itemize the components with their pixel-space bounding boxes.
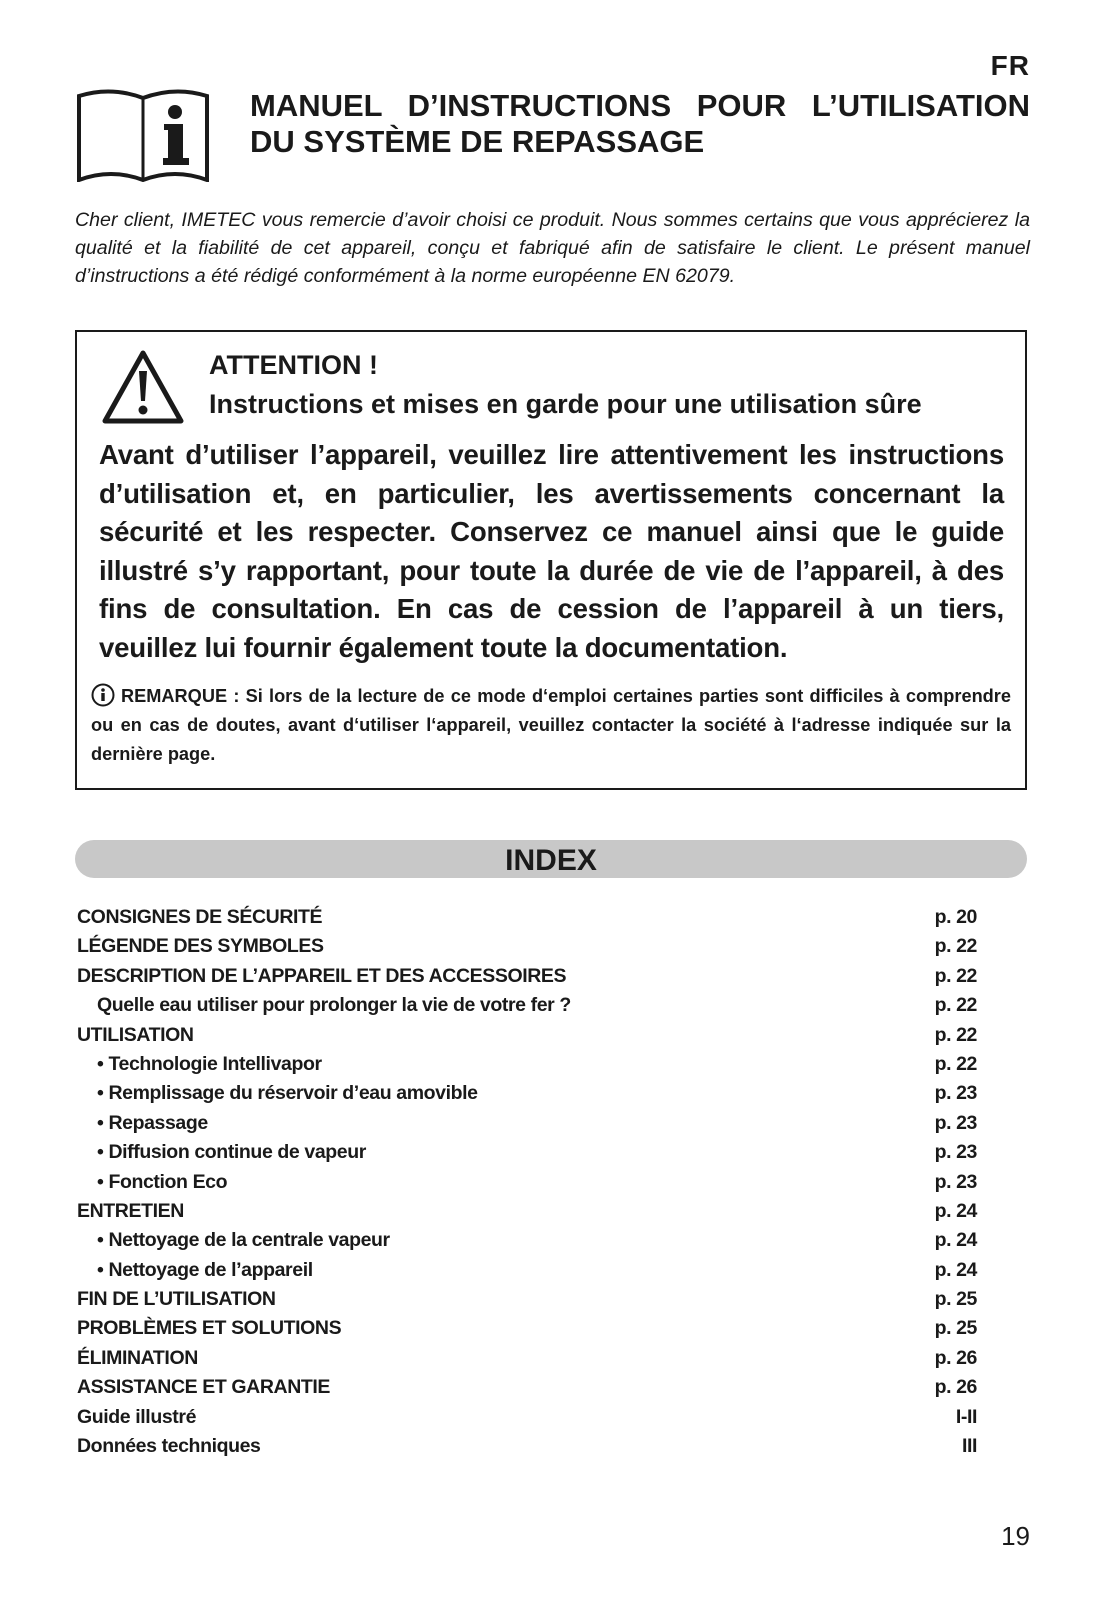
warning-triangle-icon [101, 349, 185, 425]
manual-title [250, 88, 1030, 160]
title-line-1: MANUEL D’INSTRUCTIONS POUR L’UTILISATION [250, 88, 1030, 123]
index-entry[interactable]: • Nettoyage de l’appareil p. 24 [97, 1258, 977, 1281]
remarque-note [91, 682, 1011, 769]
index-entry[interactable]: DESCRIPTION DE L’APPAREIL ET DES ACCESSOIRES p. 22 [77, 964, 977, 987]
warning-body: Avant d’utiliser l’appareil, veuillez lire attentivement les instructions d’utilisation et, en particulier, les avertissements concernant la sécurité et les respecter. Conservez ce manuel ainsi que le guide illustré s’y rapportant, pour toute la durée de vie de l’appareil, à des fins de consultation. En cas de cession de l’appareil à un tiers, veuillez lui fournir également toute la documentation. [99, 439, 1004, 663]
page-number: 19 [1001, 1521, 1030, 1551]
index-heading: INDEX [75, 840, 1027, 878]
index-entry[interactable]: • Fonction Eco p. 23 [97, 1170, 977, 1193]
index-entry[interactable]: CONSIGNES DE SÉCURITÉ p. 20 [77, 906, 977, 928]
index-entry[interactable]: • Repassage p. 23 [97, 1111, 977, 1134]
warning-subtitle: Instructions et mises en garde pour une utilisation sûre [209, 389, 922, 419]
index-entry[interactable]: Quelle eau utiliser pour prolonger la vie de votre fer ? p. 22 [97, 994, 977, 1017]
index-entry[interactable]: • Remplissage du réservoir d’eau amovible p. 23 [97, 1082, 977, 1105]
remarque-text: REMARQUE : Si lors de la lecture de ce mode d‘emploi certaines parties sont difficiles à comprendre ou en cas de doutes, avant d‘utiliser l‘appareil, veuillez contacter la société à l‘adresse indiquée sur la dernière page. [91, 686, 1011, 764]
index-entry[interactable]: LÉGENDE DES SYMBOLES p. 22 [77, 935, 977, 958]
index-entry[interactable]: FIN DE L’UTILISATION p. 25 [77, 1288, 977, 1311]
warning-title: ATTENTION ! [209, 350, 378, 380]
index-entry[interactable]: PROBLÈMES ET SOLUTIONS p. 25 [77, 1317, 977, 1340]
language-code: FR [990, 50, 1030, 81]
index-entry[interactable]: ASSISTANCE ET GARANTIE p. 26 [77, 1376, 977, 1399]
index-entry[interactable]: Guide illustré I-II [77, 1405, 977, 1428]
intro-paragraph: Cher client, IMETEC vous remercie d’avoir choisi ce produit. Nous sommes certains que vous apprécierez la qualité et la fiabilité de cet appareil, conçu et fabriqué afin de satisfaire le client. Le présent manuel d’instructions a été rédigé conformément à la norme européenne EN 62079. [75, 209, 1030, 287]
info-circle-icon [91, 683, 115, 707]
index-list [77, 903, 977, 1461]
index-entry[interactable]: UTILISATION p. 22 [77, 1023, 977, 1046]
index-entry[interactable]: • Technologie Intellivapor p. 22 [97, 1052, 977, 1075]
index-entry[interactable]: • Diffusion continue de vapeur p. 23 [97, 1141, 977, 1164]
index-entry[interactable]: • Nettoyage de la centrale vapeur p. 24 [97, 1229, 977, 1252]
index-entry[interactable]: Données techniques III [77, 1435, 977, 1458]
index-entry[interactable]: ÉLIMINATION p. 26 [77, 1346, 977, 1369]
title-line-2: DU SYSTÈME DE REPASSAGE [250, 124, 705, 159]
safety-warning-box [75, 330, 1027, 790]
index-entry[interactable]: ENTRETIEN p. 24 [77, 1199, 977, 1222]
info-book-icon [75, 88, 211, 182]
